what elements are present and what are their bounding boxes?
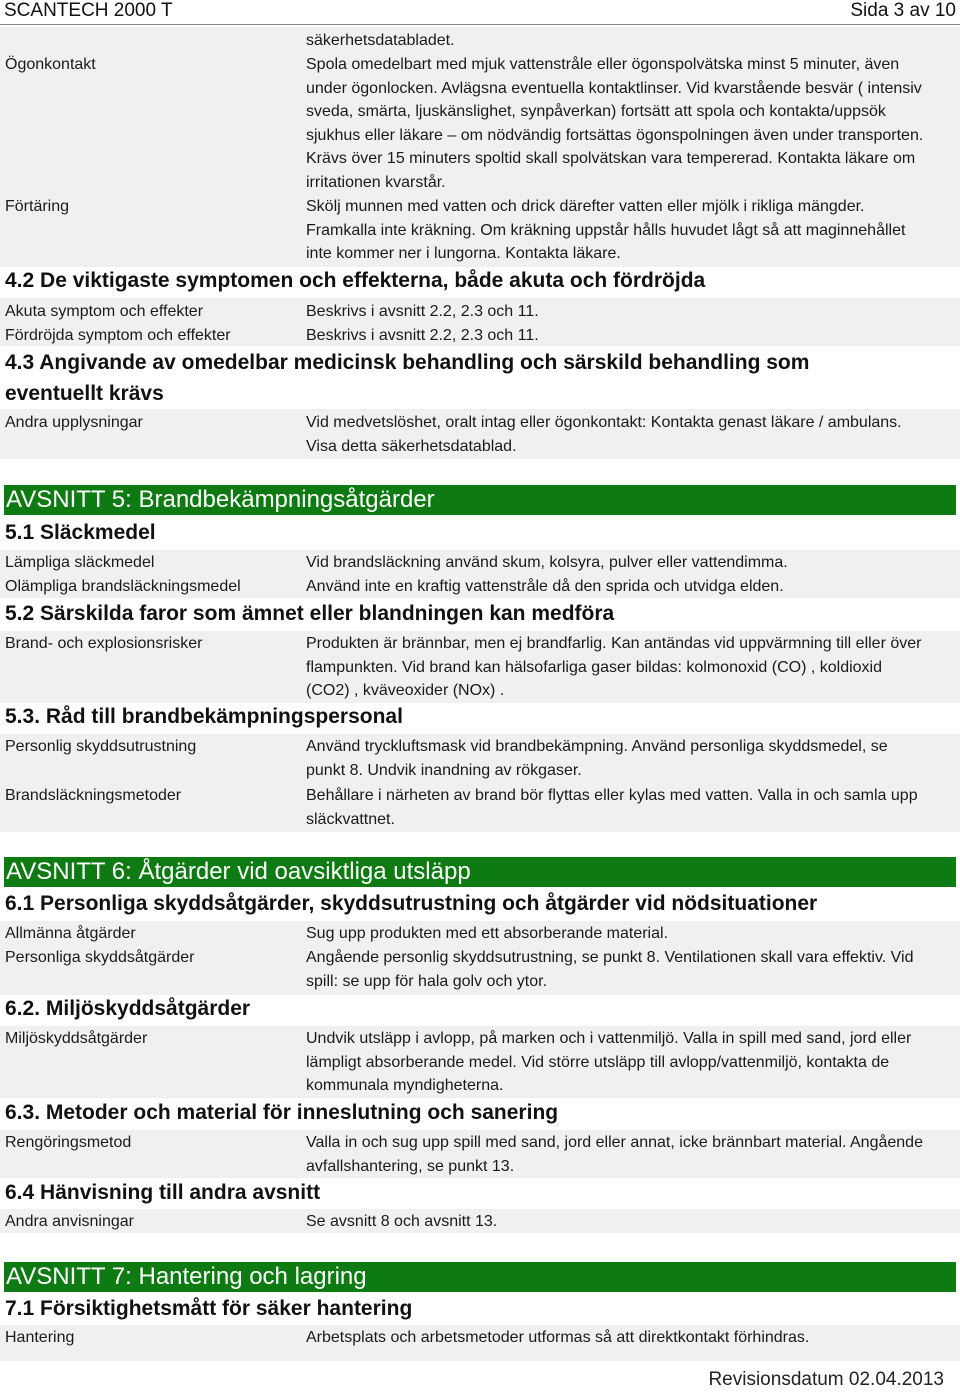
fire-method-label: Brandsläckningsmetoder bbox=[5, 787, 182, 804]
reference-label: Andra anvisningar bbox=[5, 1213, 134, 1230]
environment-label: Miljöskyddsåtgärder bbox=[5, 1030, 148, 1047]
cleanup-text: Valla in och sug upp spill med sand, jord eller annat, icke brännbart material. Angående avfallshantering, se punkt 13. bbox=[306, 1134, 923, 1175]
ingestion-label: Förtäring bbox=[5, 198, 70, 215]
document-company: SCANTECH 2000 T bbox=[4, 0, 173, 21]
general-measures-text: Sug upp produkten med ett absorberande material. bbox=[306, 925, 669, 942]
other-info-label: Andra upplysningar bbox=[5, 414, 143, 431]
ppe-label: Personlig skyddsutrustning bbox=[5, 738, 197, 755]
header-divider bbox=[0, 24, 960, 25]
heading-5-3: 5.3. Råd till brandbekämpningspersonal bbox=[5, 705, 403, 728]
heading-6-2: 6.2. Miljöskyddsåtgärder bbox=[5, 997, 251, 1020]
eye-contact-label: Ögonkontakt bbox=[5, 56, 96, 73]
intro-text: säkerhetsdatabladet. bbox=[306, 32, 455, 49]
heading-6-4: 6.4 Hänvisning till andra avsnitt bbox=[5, 1181, 321, 1204]
section-7-band: AVSNITT 7: Hantering och lagring bbox=[4, 1262, 956, 1292]
acute-symptoms-text: Beskrivs i avsnitt 2.2, 2.3 och 11. bbox=[306, 303, 539, 320]
page-number: Sida 3 av 10 bbox=[850, 0, 956, 21]
heading-6-3: 6.3. Metoder och material för inneslutning och sanering bbox=[5, 1101, 559, 1124]
heading-6-1: 6.1 Personliga skyddsåtgärder, skyddsutrustning och åtgärder vid nödsituationer bbox=[5, 892, 818, 915]
ppe-text: Använd tryckluftsmask vid brandbekämpning. Använd personliga skyddsmedel, se punkt 8. Undvik inandning av rökgaser. bbox=[306, 738, 888, 779]
fire-method-text: Behållare i närheten av brand bör flyttas eller kylas med vatten. Valla in och samla upp släckvattnet. bbox=[306, 787, 918, 828]
heading-5-1: 5.1 Släckmedel bbox=[5, 521, 156, 544]
section-6-band: AVSNITT 6: Åtgärder vid oavsiktliga utsläpp bbox=[4, 857, 956, 887]
heading-5-2: 5.2 Särskilda faror som ämnet eller blandningen kan medföra bbox=[5, 602, 615, 625]
personal-protection-text: Angående personlig skyddsutrustning, se punkt 8. Ventilationen skall vara effektiv. Vid spill: se upp för hala golv och ytor. bbox=[306, 949, 914, 990]
eye-contact-text: Spola omedelbart med mjuk vattenstråle eller ögonspolvätska minst 5 minuter, även under ögonlocken. Avlägsna eventuella kontaktlinser. Vid kvarstående besvär ( intensiv sveda, smärta, ljuskänslighet, synpåverkan) fortsätt att spola och kontakta/uppsök sjukhus eller läkare – om nödvändig fortsättas ögonspolningen även under transporten. Krävs över 15 minuters spoltid skall spolvätskan vara tempererad. Kontakta läkare om irritationen kvarstår. bbox=[306, 56, 924, 191]
unsuitable-media-text: Använd inte en kraftig vattenstråle då den sprida och utvidga elden. bbox=[306, 578, 784, 595]
heading-4-2: 4.2 De viktigaste symptomen och effekterna, både akuta och fördröjda bbox=[5, 269, 706, 292]
handling-label: Hantering bbox=[5, 1329, 75, 1346]
fire-risk-text: Produkten är brännbar, men ej brandfarlig. Kan antändas vid uppvärmning till eller över flampunkten. Vid brand kan hälsofarliga gaser bildas: kolmonoxid (CO) , koldioxid (CO2) , kväveoxider (NOx) . bbox=[306, 635, 922, 700]
delayed-symptoms-text: Beskrivs i avsnitt 2.2, 2.3 och 11. bbox=[306, 327, 539, 344]
handling-text: Arbetsplats och arbetsmetoder utformas så att direktkontakt förhindras. bbox=[306, 1329, 810, 1346]
reference-text: Se avsnitt 8 och avsnitt 13. bbox=[306, 1213, 498, 1230]
delayed-symptoms-label: Fördröjda symptom och effekter bbox=[5, 327, 231, 344]
suitable-media-text: Vid brandsläckning använd skum, kolsyra, pulver eller vattendimma. bbox=[306, 554, 788, 571]
heading-4-3-line2: eventuellt krävs bbox=[5, 382, 164, 405]
revision-date: Revisionsdatum 02.04.2013 bbox=[708, 1369, 944, 1390]
cleanup-label: Rengöringsmetod bbox=[5, 1134, 132, 1151]
section-5-band: AVSNITT 5: Brandbekämpningsåtgärder bbox=[4, 485, 956, 515]
other-info-text: Vid medvetslöshet, oralt intag eller ögonkontakt: Kontakta genast läkare / ambulans. Visa detta säkerhetsdatablad. bbox=[306, 414, 902, 455]
ingestion-text: Skölj munnen med vatten och drick därefter vatten eller mjölk i rikliga mängder. Framkalla inte kräkning. Om kräkning uppstår hålls huvudet lågt så att maginnehållet inte kommer ner i lungorna. Kontakta läkare. bbox=[306, 198, 906, 263]
fire-risk-label: Brand- och explosionsrisker bbox=[5, 635, 203, 652]
personal-protection-label: Personliga skyddsåtgärder bbox=[5, 949, 195, 966]
general-measures-label: Allmänna åtgärder bbox=[5, 925, 136, 942]
suitable-media-label: Lämpliga släckmedel bbox=[5, 554, 155, 571]
environment-text: Undvik utsläpp i avlopp, på marken och i vattenmiljö. Valla in spill med sand, jord eller lämpligt absorberande medel. Vid större utsläpp till avlopp/vattenmiljö, kontakta de kommunala myndigheterna. bbox=[306, 1030, 912, 1095]
acute-symptoms-label: Akuta symptom och effekter bbox=[5, 303, 204, 320]
unsuitable-media-label: Olämpliga brandsläckningsmedel bbox=[5, 578, 241, 595]
heading-4-3-line1: 4.3 Angivande av omedelbar medicinsk behandling och särskild behandling som bbox=[5, 351, 810, 374]
heading-7-1: 7.1 Försiktighetsmått för säker hantering bbox=[5, 1297, 413, 1320]
